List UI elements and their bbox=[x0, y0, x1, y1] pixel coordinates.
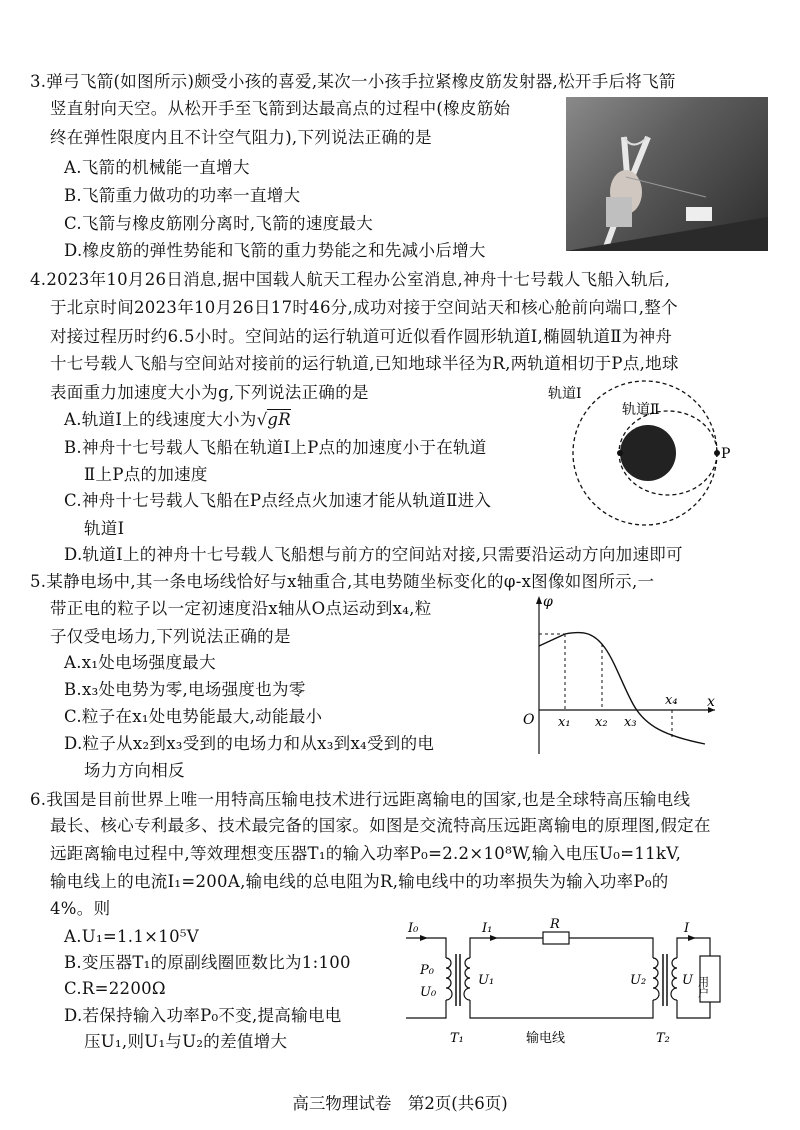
q3-option-d: D.橡皮筋的弹性势能和飞箭的重力势能之和先减小后增大 bbox=[64, 241, 486, 260]
q5-line-2: 带正电的粒子以一定初速度沿x轴从O点运动到x₄,粒 bbox=[50, 599, 432, 618]
q6-option-d-cont: 压U₁,则U₁与U₂的差值增大 bbox=[84, 1032, 288, 1051]
q6-option-a: A.U₁=1.1×10⁵V bbox=[64, 927, 199, 946]
q4-line-5: 表面重力加速度大小为g,下列说法正确的是 bbox=[50, 383, 369, 402]
x-axis-label: x bbox=[707, 694, 715, 710]
x2-label: x₂ bbox=[595, 715, 608, 730]
q4-option-d: D.轨道Ⅰ上的神舟十七号载人飞船想与前方的空间站对接,只需要沿运动方向加速即可 bbox=[64, 545, 683, 564]
q6-line-1: 6.我国是目前世界上唯一用特高压输电技术进行远距离输电的国家,也是全球特高压输电线 bbox=[30, 790, 691, 809]
q5-line-3: 子仅受电场力,下列说法正确的是 bbox=[50, 627, 291, 646]
p-label: P bbox=[721, 446, 731, 462]
q6-line-3: 远距离输电过程中,等效理想变压器T₁的输入功率P₀=2.2×10⁸W,输入电压U₀=11kV, bbox=[50, 844, 682, 863]
label-r: R bbox=[550, 918, 560, 932]
label-t1: T₁ bbox=[450, 1031, 464, 1046]
label-u2: U₂ bbox=[630, 973, 647, 988]
q6-option-d: D.若保持输入功率P₀不变,提高输电电 bbox=[64, 1006, 342, 1025]
transmission-circuit bbox=[398, 918, 738, 1048]
q4-option-b-cont: Ⅱ上P点的加速度 bbox=[84, 465, 208, 484]
slingshot-photo bbox=[566, 97, 768, 251]
q6-option-b: B.变压器T₁的原副线圈匝数比为1:100 bbox=[64, 953, 351, 972]
label-i0: I₀ bbox=[408, 921, 419, 936]
x1-label: x₁ bbox=[558, 715, 571, 730]
q6-line-4: 输电线上的电流I₁=200A,输电线的总电阻为R,输电线中的功率损失为输入功率P₀的 bbox=[50, 872, 669, 891]
sqrt-sign: √ bbox=[256, 410, 268, 429]
orbit-2-label: 轨道Ⅱ bbox=[622, 402, 660, 418]
earth bbox=[620, 425, 676, 481]
label-t2: T₂ bbox=[656, 1031, 670, 1046]
q6-option-c: C.R=2200Ω bbox=[64, 979, 166, 998]
sqrt-radicand: gR bbox=[267, 410, 292, 429]
q6-line-2: 最长、核心专利最多、技术最完备的国家。如图是交流特高压远距离输电的原理图,假定在 bbox=[50, 816, 711, 835]
q4-line-3: 对接过程历时约6.5小时。空间站的运行轨道可近似看作圆形轨道Ⅰ,椭圆轨道Ⅱ为神舟 bbox=[50, 327, 673, 346]
q5-option-d: D.粒子从x₂到x₃受到的电场力和从x₃到x₄受到的电 bbox=[64, 734, 435, 753]
q4-option-a-text: A.轨道Ⅰ上的线速度大小为 bbox=[64, 410, 257, 429]
x3-label: x₃ bbox=[624, 715, 637, 730]
q3-option-a: A.飞箭的机械能一直增大 bbox=[64, 158, 250, 177]
x4-label: x₄ bbox=[665, 693, 678, 708]
q4-line-1: 4.2023年10月26日消息,据中国载人航天工程办公室消息,神舟十七号载人飞船入轨后, bbox=[30, 270, 671, 289]
phi-x-graph bbox=[515, 594, 725, 764]
q3-option-c: C.飞箭与橡皮筋刚分离时,飞箭的速度最大 bbox=[64, 214, 374, 233]
label-u0: U₀ bbox=[420, 985, 437, 1000]
q3-line-3: 终在弹性限度内且不计空气阻力),下列说法正确的是 bbox=[50, 128, 432, 147]
label-u: U bbox=[682, 973, 693, 988]
q5-option-a: A.x₁处电场强度最大 bbox=[64, 653, 216, 672]
q4-option-b: B.神舟十七号载人飞船在轨道Ⅰ上P点的加速度小于在轨道 bbox=[64, 438, 487, 457]
origin-label: O bbox=[523, 712, 535, 728]
q3-option-b: B.飞箭重力做功的功率一直增大 bbox=[64, 186, 301, 205]
orbit-1-label: 轨道Ⅰ bbox=[548, 386, 582, 402]
q4-option-c-cont: 轨道Ⅰ bbox=[84, 519, 125, 538]
q4-option-a bbox=[64, 409, 291, 431]
q5-option-c: C.粒子在x₁处电势能最大,动能最小 bbox=[64, 707, 323, 726]
y-axis-label: φ bbox=[543, 594, 553, 610]
label-line: 输电线 bbox=[526, 1031, 566, 1046]
resistor bbox=[543, 932, 569, 944]
q4-line-4: 十七号载人飞船与空间站对接前的运行轨道,已知地球半径为R,两轨道相切于P点,地球 bbox=[50, 354, 679, 373]
label-user: 用户 bbox=[696, 976, 710, 998]
label-u1: U₁ bbox=[478, 973, 495, 988]
q4-option-c: C.神舟十七号载人飞船在P点经点火加速才能从轨道Ⅱ进入 bbox=[64, 491, 492, 510]
q5-line-1: 5.某静电场中,其一条电场线恰好与x轴重合,其电势随坐标变化的φ-x图像如图所示,一 bbox=[30, 572, 655, 591]
q3-line-1: 3.弹弓飞箭(如图所示)颇受小孩的喜爱,某次一小孩手拉紧橡皮筋发射器,松开手后将飞箭 bbox=[30, 72, 676, 91]
label-i1: I₁ bbox=[482, 921, 493, 936]
q3-line-2: 竖直射向天空。从松开手至飞箭到达最高点的过程中(橡皮筋始 bbox=[50, 99, 511, 118]
q6-line-5: 4%。则 bbox=[50, 899, 111, 918]
label-p0: P₀ bbox=[420, 963, 434, 978]
label-i: I bbox=[684, 921, 690, 936]
orbit-diagram bbox=[548, 376, 738, 536]
q5-option-d-cont: 场力方向相反 bbox=[84, 761, 185, 780]
page-footer: 高三物理试卷 第2页(共6页) bbox=[292, 1094, 508, 1113]
q4-line-2: 于北京时间2023年10月26日17时46分,成功对接于空间站天和核心舱前向端口,整个 bbox=[50, 298, 678, 317]
point-p bbox=[714, 450, 720, 456]
q5-option-b: B.x₃处电势为零,电场强度也为零 bbox=[64, 680, 306, 699]
